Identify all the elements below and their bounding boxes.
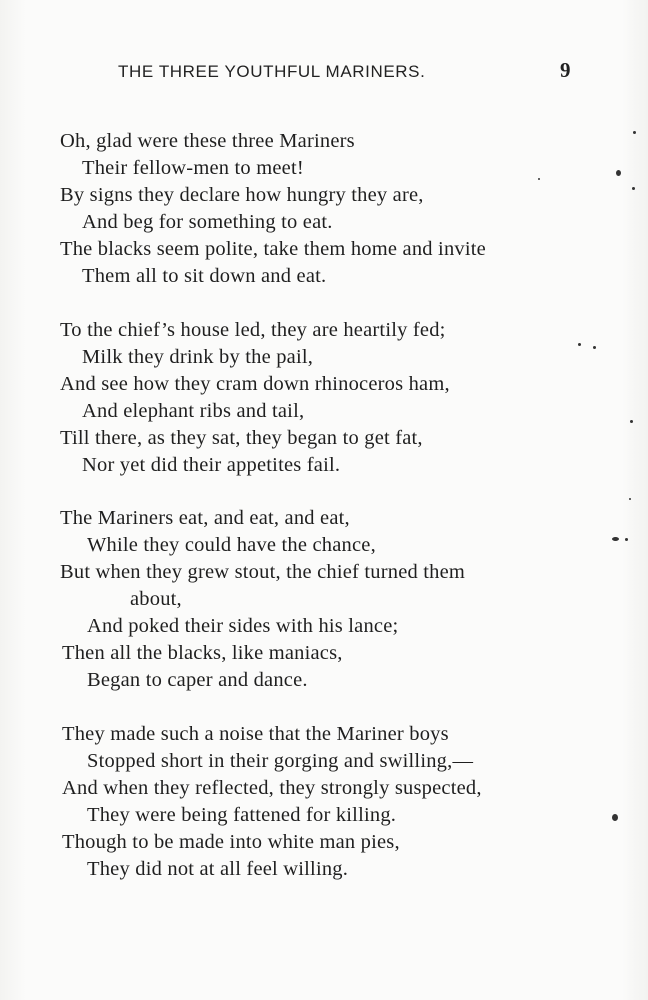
- verse-line: But when they grew stout, the chief turned them: [60, 561, 466, 583]
- ink-speck: [630, 420, 633, 423]
- page-number: 9: [560, 58, 571, 82]
- verse-line: They were being fattened for killing.: [87, 804, 397, 826]
- verse-line: And when they reflected, they strongly suspected,: [62, 777, 482, 799]
- verse-line: By signs they declare how hungry they are,: [60, 184, 424, 206]
- ink-speck: [633, 131, 636, 134]
- verse-line: Stopped short in their gorging and swilling,—: [87, 750, 474, 772]
- verse-line: They did not at all feel willing.: [87, 858, 349, 880]
- verse-line: While they could have the chance,: [87, 534, 376, 556]
- verse-line: Began to caper and dance.: [87, 669, 308, 691]
- verse-line: To the chief’s house led, they are heartily fed;: [60, 319, 446, 341]
- verse-line: about,: [130, 588, 182, 610]
- verse-line: Oh, glad were these three Mariners: [60, 130, 355, 152]
- verse-line: Them all to sit down and eat.: [82, 265, 327, 287]
- verse-line: Though to be made into white man pies,: [62, 831, 400, 853]
- verse-line: Milk they drink by the pail,: [82, 346, 314, 368]
- ink-speck: [538, 178, 540, 180]
- running-title: THE THREE YOUTHFUL MARINERS.: [118, 62, 426, 81]
- verse-line: Then all the blacks, like maniacs,: [62, 642, 343, 664]
- ink-speck: [612, 537, 619, 541]
- verse-line: The blacks seem polite, take them home and invite: [60, 238, 486, 260]
- ink-speck: [632, 187, 635, 190]
- verse-line: And poked their sides with his lance;: [87, 615, 399, 637]
- ink-speck: [612, 814, 618, 821]
- ink-speck: [629, 498, 631, 500]
- verse-line: And see how they cram down rhinoceros ham,: [60, 373, 450, 395]
- ink-speck: [616, 170, 621, 176]
- verse-line: Their fellow-men to meet!: [82, 157, 304, 179]
- verse-line: And beg for something to eat.: [82, 211, 333, 233]
- verse-line: They made such a noise that the Mariner boys: [62, 723, 449, 745]
- verse-line: The Mariners eat, and eat, and eat,: [60, 507, 350, 529]
- verse-line: Nor yet did their appetites fail.: [82, 454, 341, 476]
- ink-speck: [578, 343, 581, 346]
- ink-speck: [593, 346, 596, 349]
- ink-speck: [625, 538, 628, 541]
- verse-line: Till there, as they sat, they began to get fat,: [60, 427, 423, 449]
- verse-line: And elephant ribs and tail,: [82, 400, 305, 422]
